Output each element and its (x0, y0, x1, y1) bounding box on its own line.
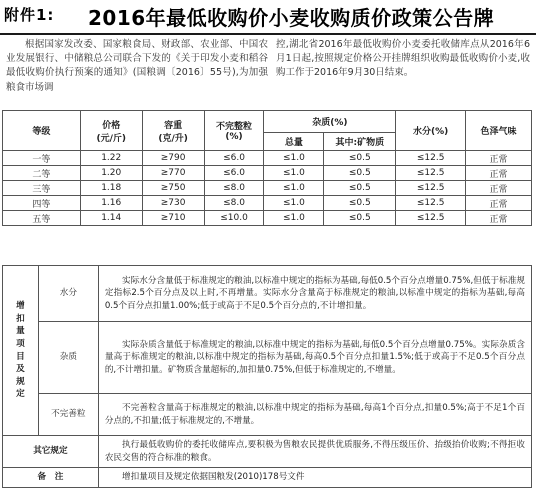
header-price: 价格 (元/斤) (80, 111, 142, 151)
cell-mineral: ≤0.5 (324, 211, 396, 226)
cell-color: 正常 (466, 181, 532, 196)
cell-density: ≥790 (142, 151, 204, 166)
cell-color: 正常 (466, 166, 532, 181)
cell-price: 1.20 (80, 166, 142, 181)
title-bar (0, 0, 536, 34)
cell-price: 1.22 (80, 151, 142, 166)
rule-text-moisture: 实际水分含量低于标准规定的粮油,以标准中规定的指标为基础,每低0.5个百分点增量0.75%,但低于标准规定指标2.5个百分点及以上时,不再增量。实际水分含量高于标准规定的粮油,以标准中规定的指标为基础,每高0.5个百分点扣量1.00%;低于或高于不足0.5个百分点的,不计增扣量。 (98, 266, 531, 322)
cell-moisture: ≤12.5 (396, 211, 466, 226)
other-rules-label: 其它规定 (3, 436, 99, 468)
intro-paragraph-right: 控,湖北省2016年最低收购价小麦委托收储库点从2016年6月1日起,按照规定价格公开挂牌组织收购最低收购价小麦,收购工作于2016年9月30日结束。 (276, 39, 530, 79)
grade-price-table (2, 110, 532, 226)
cell-price: 1.14 (80, 211, 142, 226)
attachment-label: 附件1: (4, 6, 55, 24)
cell-imperfect: ≤8.0 (204, 196, 264, 211)
cell-grade: 三等 (3, 181, 81, 196)
cell-color: 正常 (466, 196, 532, 211)
cell-color: 正常 (466, 211, 532, 226)
header-color-smell: 色泽气味 (466, 111, 532, 151)
title-divider (0, 33, 536, 35)
other-rules-text: 执行最低收购价的委托收储库点,要积极为售粮农民提供优质服务,不得压级压价、抬级抬价收购;不得拒收农民交售的符合标准的粮食。 (98, 436, 531, 468)
cell-color: 正常 (466, 151, 532, 166)
table-row (3, 151, 532, 166)
cell-imperfect: ≤8.0 (204, 181, 264, 196)
cell-moisture: ≤12.5 (396, 151, 466, 166)
cell-grade: 五等 (3, 211, 81, 226)
cell-moisture: ≤12.5 (396, 181, 466, 196)
cell-mineral: ≤0.5 (324, 196, 396, 211)
header-imperfect: 不完整粒 (%) (204, 111, 264, 151)
cell-grade: 一等 (3, 151, 81, 166)
header-impurity: 杂质(%) (264, 111, 396, 133)
header-grade: 等级 (3, 111, 81, 151)
table-row (3, 196, 532, 211)
cell-moisture: ≤12.5 (396, 196, 466, 211)
cell-imperfect: ≤6.0 (204, 166, 264, 181)
cell-moisture: ≤12.5 (396, 166, 466, 181)
cell-mineral: ≤0.5 (324, 151, 396, 166)
cell-total: ≤1.0 (264, 211, 324, 226)
rule-label-imperfect: 不完善粒 (38, 394, 98, 436)
rule-text-impurity: 实际杂质含量低于标准规定的粮油,以标准中规定的指标为基础,每低0.5个百分点增量0.75%。实际杂质含量高于标准规定的粮油,以标准中规定的指标为基础,每高0.5个百分点扣量1.5%;低于或高于不足0.5个百分点的,不计增扣量。矿物质含量超标的,加扣量0.75%,但低于标准规定的,不增量。 (98, 322, 531, 394)
rule-label-moisture: 水分 (38, 266, 98, 322)
intro-paragraph-left: 根据国家发改委、国家粮食局、财政部、农业部、中国农业发展银行、中储粮总公司联合下发的《关于印发小麦和稻谷最低收购价执行预案的通知》(国粮调〔2016〕55号),为加强粮食市场调 (6, 39, 268, 93)
cell-density: ≥730 (142, 196, 204, 211)
cell-grade: 二等 (3, 166, 81, 181)
rule-label-impurity: 杂质 (38, 322, 98, 394)
note-text: 增扣量项目及规定依据国粮发(2010)178号文件 (98, 468, 531, 488)
rules-section-label: 增 扣 量 项 目 及 规 定 (3, 266, 39, 436)
header-moisture: 水分(%) (396, 111, 466, 151)
cell-density: ≥770 (142, 166, 204, 181)
rule-text-imperfect: 不完善粒含量高于标准规定的粮油,以标准中规定的指标为基础,每高1个百分点,扣量0.5%;高于不足1个百分点的,不扣量;低于标准规定的,不增量。 (98, 394, 531, 436)
cell-mineral: ≤0.5 (324, 166, 396, 181)
cell-total: ≤1.0 (264, 151, 324, 166)
cell-mineral: ≤0.5 (324, 181, 396, 196)
cell-total: ≤1.0 (264, 181, 324, 196)
table-row (3, 181, 532, 196)
table-row (3, 166, 532, 181)
cell-imperfect: ≤10.0 (204, 211, 264, 226)
header-density: 容重 (克/升) (142, 111, 204, 151)
cell-total: ≤1.0 (264, 166, 324, 181)
header-impurity-mineral: 其中:矿物质 (324, 133, 396, 151)
note-label: 备 注 (3, 468, 99, 488)
cell-density: ≥710 (142, 211, 204, 226)
cell-price: 1.16 (80, 196, 142, 211)
header-impurity-total: 总量 (264, 133, 324, 151)
cell-total: ≤1.0 (264, 196, 324, 211)
cell-price: 1.18 (80, 181, 142, 196)
cell-density: ≥750 (142, 181, 204, 196)
cell-imperfect: ≤6.0 (204, 151, 264, 166)
cell-grade: 四等 (3, 196, 81, 211)
page-title: 2016年最低收购价小麦收购质价政策公告牌 (88, 6, 495, 30)
table-row (3, 211, 532, 226)
adjustment-rules-table (2, 265, 532, 488)
